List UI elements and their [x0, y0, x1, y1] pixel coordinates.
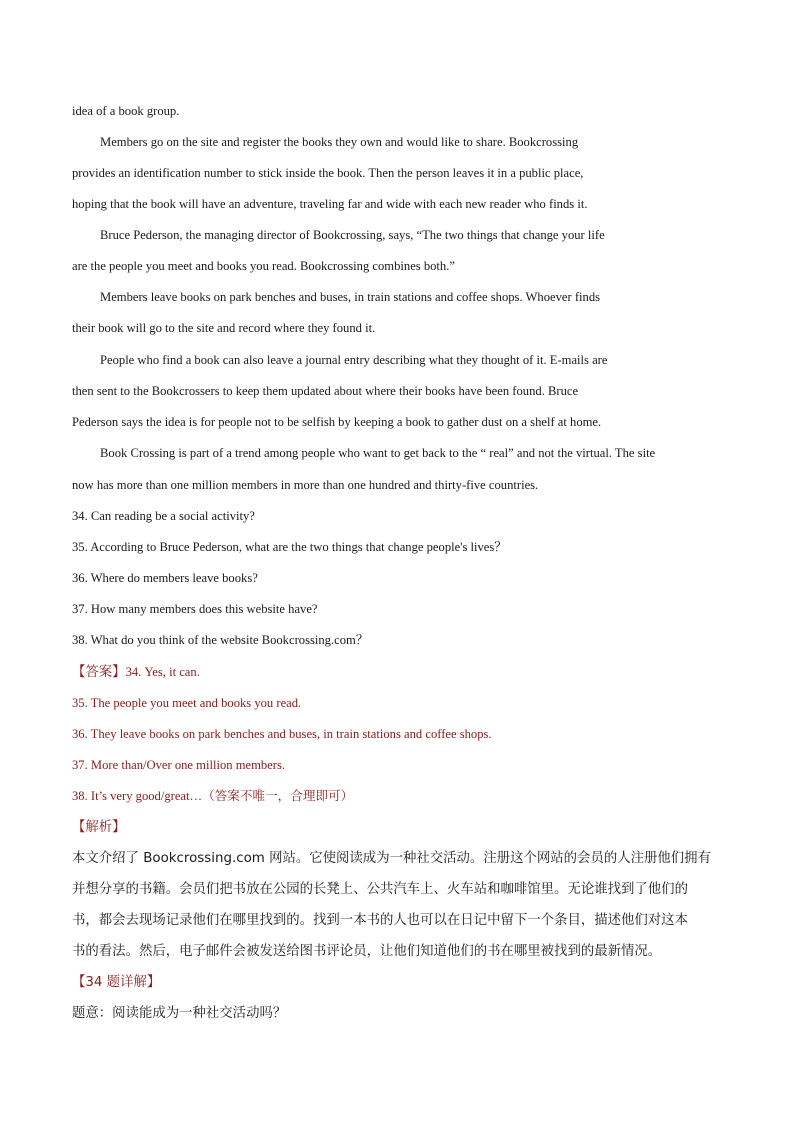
- question-37: 37. How many members does this website have?: [72, 602, 318, 616]
- answer-header: 【答案】: [72, 665, 126, 680]
- analysis-line: 书，都会去现场记录他们在哪里找到的。找到一本书的人也可以在日记中留下一个条目，描述他们对这本: [72, 913, 688, 928]
- passage-line: idea of a book group.: [72, 104, 180, 118]
- passage-line: Bruce Pederson, the managing director of Bookcrossing, says, “The two things that change your life: [100, 228, 605, 242]
- analysis-line: 书的看法。然后，电子邮件会被发送给图书评论员，让他们知道他们的书在哪里被找到的最新情况。: [72, 944, 662, 959]
- passage-line: hoping that the book will have an adventure, traveling far and wide with each new reader who finds it.: [72, 197, 588, 211]
- passage-line: Pederson says the idea is for people not to be selfish by keeping a book to gather dust on a shelf at home.: [72, 415, 602, 429]
- question-35: 35. According to Bruce Pederson, what are the two things that change people's lives？: [72, 540, 507, 554]
- answer-35: 35. The people you meet and books you read.: [72, 696, 302, 710]
- q34-detail-text: 题意：阅读能成为一种社交活动吗？: [72, 1006, 287, 1021]
- answer-34: 34. Yes, it can.: [125, 665, 200, 679]
- passage-line: People who find a book can also leave a journal entry describing what they thought of it. E-mails are: [100, 353, 608, 367]
- question-38: 38. What do you think of the website Bookcrossing.com？: [72, 633, 369, 647]
- analysis-line: 并想分享的书籍。会员们把书放在公园的长凳上、公共汽车上、火车站和咖啡馆里。无论谁找到了他们的: [72, 882, 688, 897]
- answer-38: 38. It’s very good/great…（答案不唯一，合理即可）: [72, 789, 354, 803]
- passage-line: Members leave books on park benches and buses, in train stations and coffee shops. Whoever finds: [100, 290, 601, 304]
- passage-line: their book will go to the site and record where they found it.: [72, 321, 376, 335]
- answer-37: 37. More than/Over one million members.: [72, 758, 285, 772]
- question-36: 36. Where do members leave books?: [72, 571, 258, 585]
- passage-line: are the people you meet and books you read. Bookcrossing combines both.”: [72, 259, 455, 273]
- passage-line: now has more than one million members in more than one hundred and thirty-five countries.: [72, 478, 539, 492]
- analysis-header: 【解析】: [72, 820, 126, 835]
- answer-36: 36. They leave books on park benches and buses, in train stations and coffee shops.: [72, 727, 492, 741]
- passage-line: then sent to the Bookcrossers to keep them updated about where their books have been found. Bruce: [72, 384, 579, 398]
- q34-detail-header: 【34 题详解】: [72, 975, 161, 990]
- analysis-line: 本文介绍了 Bookcrossing.com 网站。它使阅读成为一种社交活动。注册这个网站的会员的人注册他们拥有: [72, 851, 711, 866]
- passage-line: Book Crossing is part of a trend among people who want to get back to the “ real” and not the virtual. The site: [100, 446, 656, 460]
- passage-line: Members go on the site and register the books they own and would like to share. Bookcrossing: [100, 135, 579, 149]
- question-34: 34. Can reading be a social activity?: [72, 509, 255, 523]
- passage-line: provides an identification number to stick inside the book. Then the person leaves it in a public place,: [72, 166, 584, 180]
- answer-34-line: [72, 664, 200, 682]
